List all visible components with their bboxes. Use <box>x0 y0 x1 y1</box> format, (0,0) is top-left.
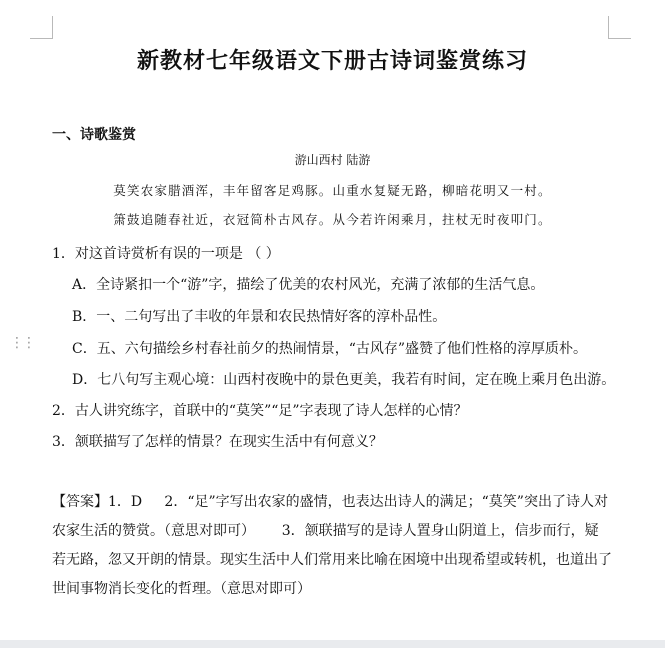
question-3: 3．颔联描写了怎样的情景？在现实生活中有何意义？ <box>52 434 383 450</box>
answer-3: 3．颔联描写的是诗人置身山阴道上，信步而行，疑若无路，忽又开朗的情景。现实生活中人们常用来比喻在困境中出现希望或转机，也道出了世间事物消长变化的哲理。（意思对即可） <box>52 523 612 597</box>
option-c: C．五、六句描绘乡村春社前夕的热闹情景，“古风存”盛赞了他们性格的淳厚质朴。 <box>72 341 588 357</box>
question-1: 1．对这首诗赏析有误的一项是 （ ） <box>52 246 280 262</box>
margin-corner-mark <box>30 16 53 39</box>
option-d: D．七八句写主观心境：山西村夜晚中的景色更美，我若有时间，定在晚上乘月色出游。 <box>72 372 616 388</box>
poem-line: 莫笑农家腊酒浑，丰年留客足鸡豚。山重水复疑无路，柳暗花明又一村。 <box>113 183 552 198</box>
option-a: A．全诗紧扣一个“游”字，描绘了优美的农村风光，充满了浓郁的生活气息。 <box>72 277 545 293</box>
answer-1: 1．D <box>108 494 143 510</box>
margin-corner-mark <box>608 16 631 39</box>
answer-2: 2．“足”字写出农家的盛情，也表达出诗人的满足；“莫笑”突出了诗人对农家生活的赞赏。（意思对即可） <box>52 494 608 539</box>
drag-handle-icon[interactable]: ⋮⋮ <box>10 335 34 351</box>
document-title: 新教材七年级语文下册古诗词鉴赏练习 <box>136 48 528 74</box>
question-2: 2．古人讲究练字，首联中的“莫笑”“足”字表现了诗人怎样的心情？ <box>52 403 468 419</box>
page-bottom-bar <box>0 640 665 648</box>
poem-line: 箫鼓追随春社近，衣冠简朴古风存。从今若许闲乘月，拄杖无时夜叩门。 <box>113 212 552 227</box>
option-b: B．一、二句写出了丰收的年景和农民热情好客的淳朴品性。 <box>72 309 447 325</box>
poem-title: 游山西村 陆游 <box>294 153 371 167</box>
answer-block <box>52 488 612 604</box>
answer-label: 【答案】 <box>52 494 108 510</box>
section-heading: 一、诗歌鉴赏 <box>52 127 136 143</box>
